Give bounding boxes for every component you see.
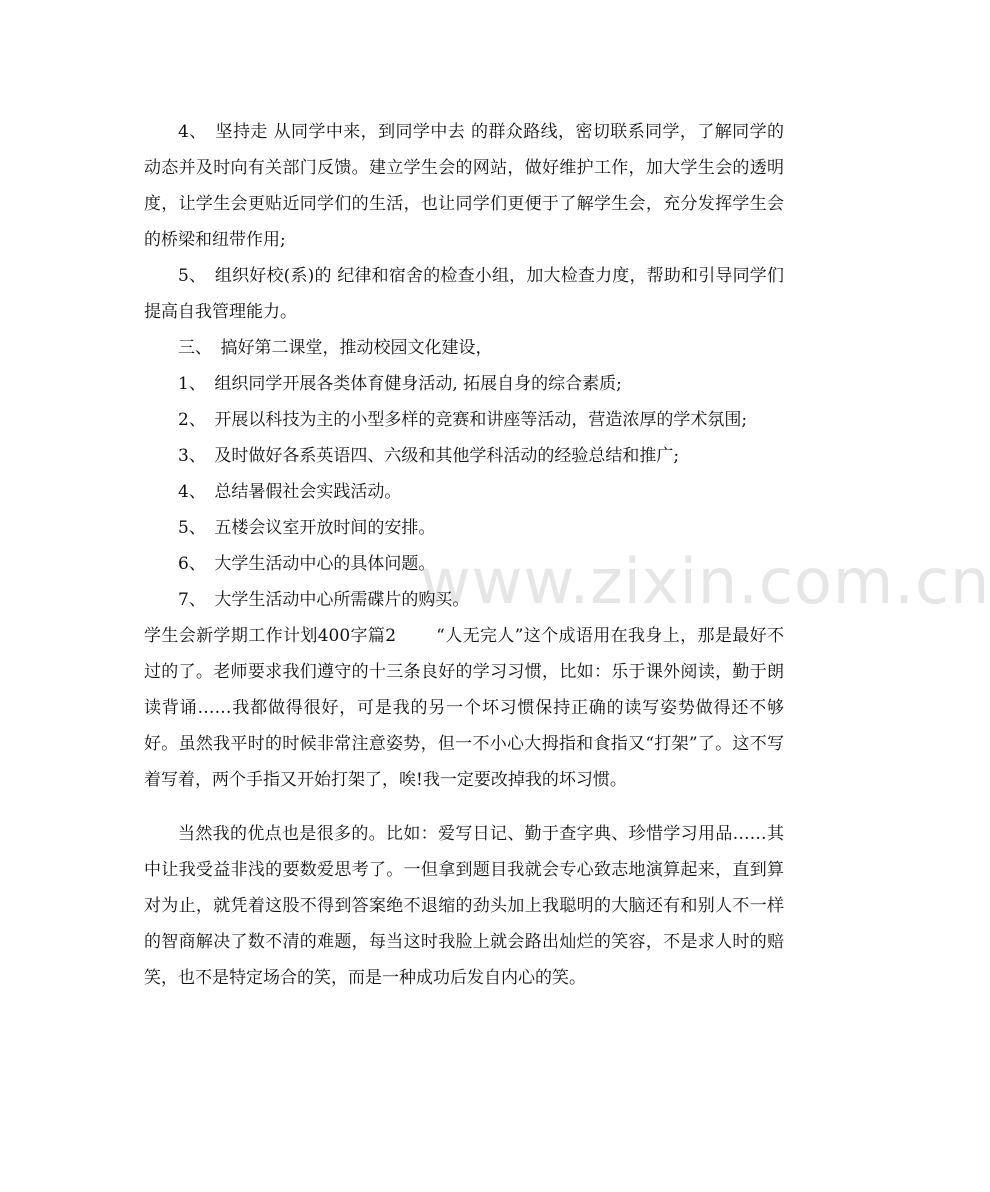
document-body <box>144 114 784 996</box>
paragraph-item-4: 4、 坚持走 从同学中来，到同学中去 的群众路线，密切联系同学，了解同学的动态并及时向有关部门反馈。建立学生会的网站，做好维护工作，加大学生会的透明度，让学生会更贴近同学们的生活，也让同学们更便于了解学生会，充分发挥学生会的桥梁和纽带作用; <box>144 122 784 250</box>
essay-paragraph-1-text: “人无完人”这个成语用在我身上，那是最好不过的了。老师要求我们遵守的十三条良好的学习习惯，比如：乐于课外阅读，勤于朗读背诵……我都做得很好，可是我的另一个坏习惯保持正确的读写姿势做得还不够好。虽然我平时的时候非常注意姿势，但一不小心大拇指和食指又“打架”了。这不写着写着，两个手指又开始打架了，唉!我一定要改掉我的坏习惯。 <box>144 626 785 790</box>
essay-paragraph-1 <box>144 618 784 798</box>
paragraph-item-5: 5、 组织好校(系)的 纪律和宿舍的检查小组，加大检查力度，帮助和引导同学们提高自我管理能力。 <box>144 266 784 322</box>
list-item: 6、 大学生活动中心的具体问题。 <box>178 554 436 574</box>
list-item: 4、 总结暑假社会实践活动。 <box>178 482 402 502</box>
essay-paragraph-2: 当然我的优点也是很多的。比如：爱写日记、勤于查字典、珍惜学习用品……其中让我受益非浅的要数爱思考了。一但拿到题目我就会专心致志地演算起来，直到算对为止，就凭着这股不得到答案绝不退缩的劲头加上我聪明的大脑还有和别人不一样的智商解决了数不清的难题，每当这时我脸上就会路出灿烂的笑容，不是求人时的赔笑，也不是特定场合的笑，而是一种成功后发自内心的笑。 <box>144 824 784 988</box>
list-item: 7、 大学生活动中心所需碟片的购买。 <box>178 590 470 610</box>
essay-title: 学生会新学期工作计划400字篇2 <box>144 626 397 646</box>
list-item: 3、 及时做好各系英语四、六级和其他学科活动的经验总结和推广; <box>178 446 680 466</box>
watermark: www.zixin.com.cn <box>420 545 990 618</box>
list-item: 2、 开展以科技为主的小型多样的竞赛和讲座等活动，营造浓厚的学术氛围; <box>178 410 748 430</box>
section-heading: 三、 搞好第二课堂，推动校园文化建设， <box>178 338 493 358</box>
list-item: 5、 五楼会议室开放时间的安排。 <box>178 518 436 538</box>
list-item: 1、 组织同学开展各类体育健身活动, 拓展自身的综合素质; <box>178 374 622 394</box>
